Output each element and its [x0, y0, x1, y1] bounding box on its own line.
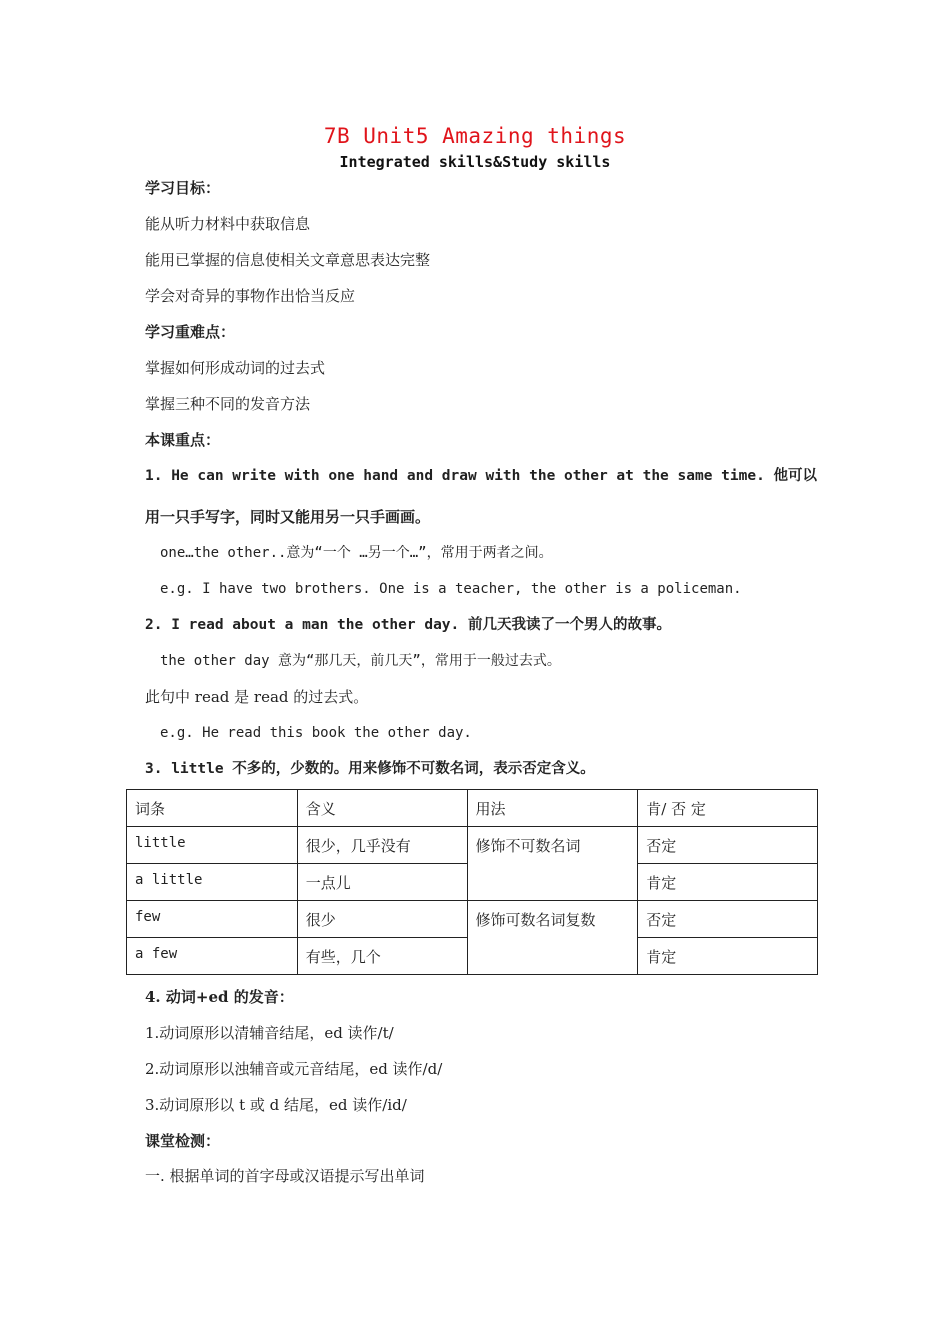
- pronunciation-item: 1.动词原形以清辅音结尾，ed 读作/t/: [145, 1024, 394, 1042]
- difficulty-item: 掌握如何形成动词的过去式: [145, 359, 326, 377]
- table-cell-word: a few: [127, 938, 298, 975]
- table-header-cell: 含义: [297, 790, 467, 827]
- table-header-cell: 用法: [467, 790, 638, 827]
- table-cell-usage: 修饰不可数名词: [467, 827, 638, 901]
- objective-item: 学会对奇异的事物作出恰当反应: [145, 287, 356, 305]
- table-cell-meaning: 有些，几个: [297, 938, 467, 975]
- table-row: [127, 901, 818, 938]
- point1-example: e.g. I have two brothers. One is a teacher, the other is a policeman.: [160, 581, 742, 597]
- vocab-table: [126, 789, 818, 975]
- table-row: [127, 827, 818, 864]
- point3-sentence: 3. little 不多的，少数的。用来修饰不可数名词，表示否定含义。: [145, 761, 595, 777]
- pronunciation-item: 2.动词原形以浊辅音或元音结尾，ed 读作/d/: [145, 1060, 443, 1078]
- objective-item: 能用已掌握的信息使相关文章意思表达完整: [145, 251, 431, 269]
- point1-translation: 用一只手写字，同时又能用另一只手画画。: [145, 508, 431, 526]
- table-cell-meaning: 很少，几乎没有: [297, 827, 467, 864]
- table-cell-word: a little: [127, 864, 298, 901]
- document-subtitle: Integrated skills&Study skills: [339, 153, 611, 171]
- difficulty-item: 掌握三种不同的发音方法: [145, 395, 311, 413]
- table-cell-usage: 修饰可数名词复数: [467, 901, 638, 975]
- point2-example: e.g. He read this book the other day.: [160, 725, 472, 741]
- document-title: 7B Unit5 Amazing things: [323, 124, 627, 148]
- point2-note2: 此句中 read 是 read 的过去式。: [145, 688, 369, 706]
- table-cell-polarity: 否定: [638, 901, 818, 938]
- point2-sentence: 2. I read about a man the other day. 前几天我读了一个男人的故事。: [145, 617, 671, 633]
- point2-note: the other day 意为“那几天，前几天”，常用于一般过去式。: [160, 653, 561, 669]
- table-cell-polarity: 肯定: [638, 938, 818, 975]
- key-points-heading: 本课重点：: [145, 431, 221, 449]
- quiz-item: 一. 根据单词的首字母或汉语提示写出单词: [145, 1167, 425, 1185]
- point1-note: one…the other..意为“一个 …另一个…”，常用于两者之间。: [160, 545, 553, 561]
- table-cell-word: little: [127, 827, 298, 864]
- table-cell-polarity: 肯定: [638, 864, 818, 901]
- difficulties-heading: 学习重难点：: [145, 323, 236, 341]
- quiz-heading: 课堂检测：: [145, 1132, 221, 1150]
- objective-item: 能从听力材料中获取信息: [145, 215, 311, 233]
- objectives-heading: 学习目标：: [145, 179, 221, 197]
- pronunciation-item: 3.动词原形以 t 或 d 结尾，ed 读作/id/: [145, 1096, 407, 1114]
- table-cell-meaning: 很少: [297, 901, 467, 938]
- table-cell-word: few: [127, 901, 298, 938]
- table-header-cell: 肯/ 否 定: [638, 790, 818, 827]
- pronunciation-heading: 4. 动词+ed 的发音：: [145, 988, 294, 1006]
- table-header-cell: 词条: [127, 790, 298, 827]
- table-header-row: [127, 790, 818, 827]
- point1-sentence: 1. He can write with one hand and draw with the other at the same time. 他可以: [145, 468, 818, 484]
- table-cell-meaning: 一点儿: [297, 864, 467, 901]
- table-cell-polarity: 否定: [638, 827, 818, 864]
